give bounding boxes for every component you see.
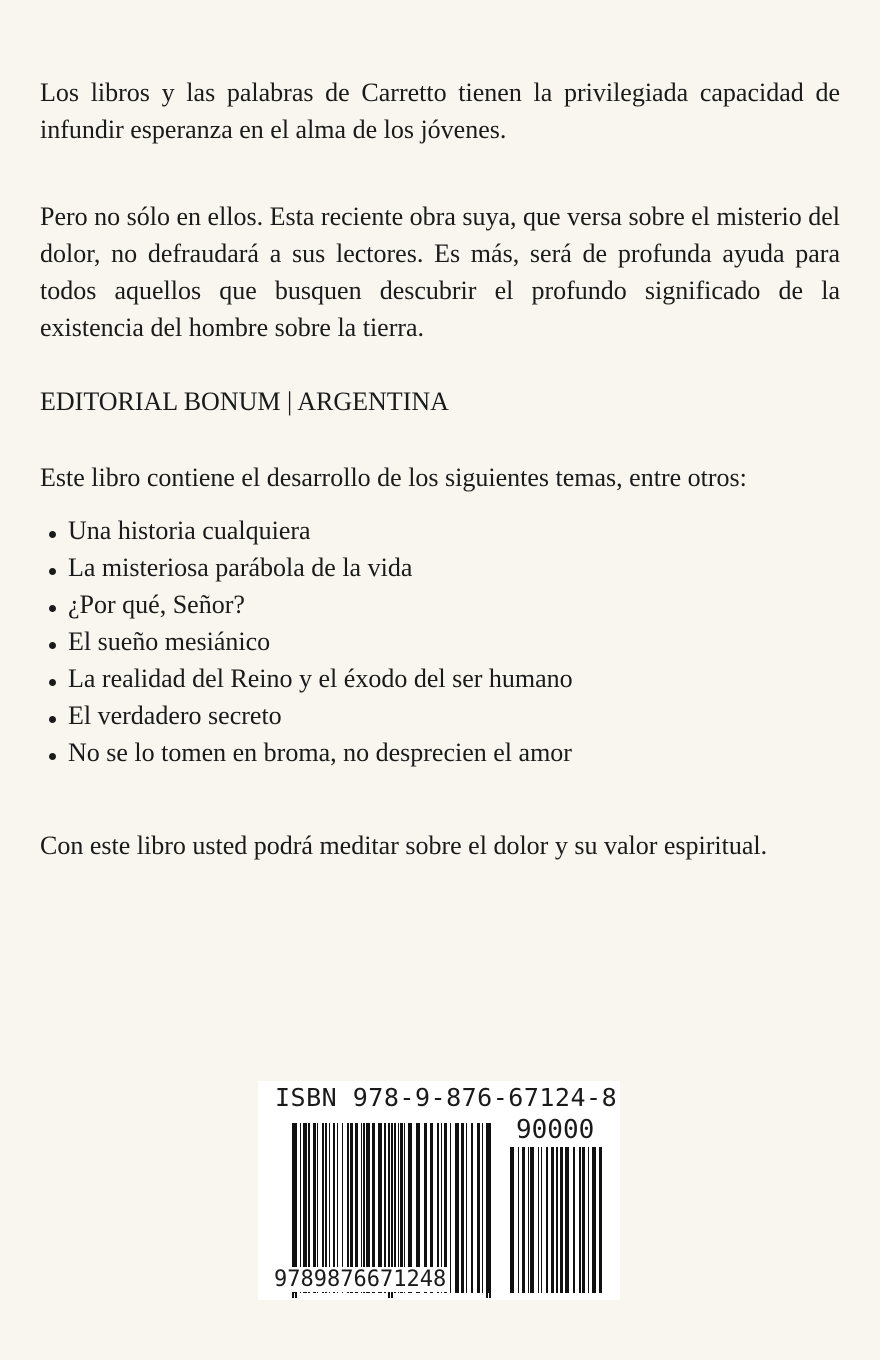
topic-label: Una historia cualquiera bbox=[68, 516, 311, 545]
bullet-icon bbox=[49, 716, 56, 723]
topic-label: No se lo tomen en broma, no desprecien el amor bbox=[68, 738, 572, 767]
list-item bbox=[40, 734, 573, 771]
list-item bbox=[40, 623, 573, 660]
topics-list bbox=[40, 512, 573, 771]
description-paragraph-1: Los libros y las palabras de Carretto tienen la privilegiada capacidad de infundir esperanza en el alma de los jóvenes. bbox=[40, 78, 840, 144]
bullet-icon bbox=[49, 531, 56, 538]
price-addon-number: 90000 bbox=[516, 1115, 595, 1145]
list-item bbox=[40, 697, 573, 734]
topic-label: ¿Por qué, Señor? bbox=[68, 590, 245, 619]
list-item bbox=[40, 660, 573, 697]
list-item bbox=[40, 549, 573, 586]
bullet-icon bbox=[49, 642, 56, 649]
list-item bbox=[40, 586, 573, 623]
topic-label: El sueño mesiánico bbox=[68, 627, 271, 656]
topic-label: La misteriosa parábola de la vida bbox=[68, 553, 413, 582]
description-paragraph-2: Pero no sólo en ellos. Esta reciente obra suya, que versa sobre el misterio del dolor, no defraudará a sus lectores. Es más, será de profunda ayuda para todos aquellos que busquen descubrir el profundo significado de la existencia del hombre sobre la tierra. bbox=[40, 202, 840, 342]
closing-sentence: Con este libro usted podrá meditar sobre el dolor y su valor espiritual. bbox=[40, 831, 768, 860]
bullet-icon bbox=[49, 568, 56, 575]
bullet-icon bbox=[49, 605, 56, 612]
topics-intro: Este libro contiene el desarrollo de los siguientes temas, entre otros: bbox=[40, 463, 747, 492]
bullet-icon bbox=[49, 753, 56, 760]
barcode-digits: 9789876671248 bbox=[274, 1267, 447, 1292]
publisher-line: EDITORIAL BONUM | ARGENTINA bbox=[40, 387, 449, 416]
topic-label: El verdadero secreto bbox=[68, 701, 282, 730]
list-item bbox=[40, 512, 573, 549]
isbn-label: ISBN 978-9-876-67124-8 bbox=[275, 1083, 618, 1112]
bullet-icon bbox=[49, 679, 56, 686]
isbn-barcode bbox=[258, 1081, 620, 1300]
topic-label: La realidad del Reino y el éxodo del ser humano bbox=[68, 664, 573, 693]
